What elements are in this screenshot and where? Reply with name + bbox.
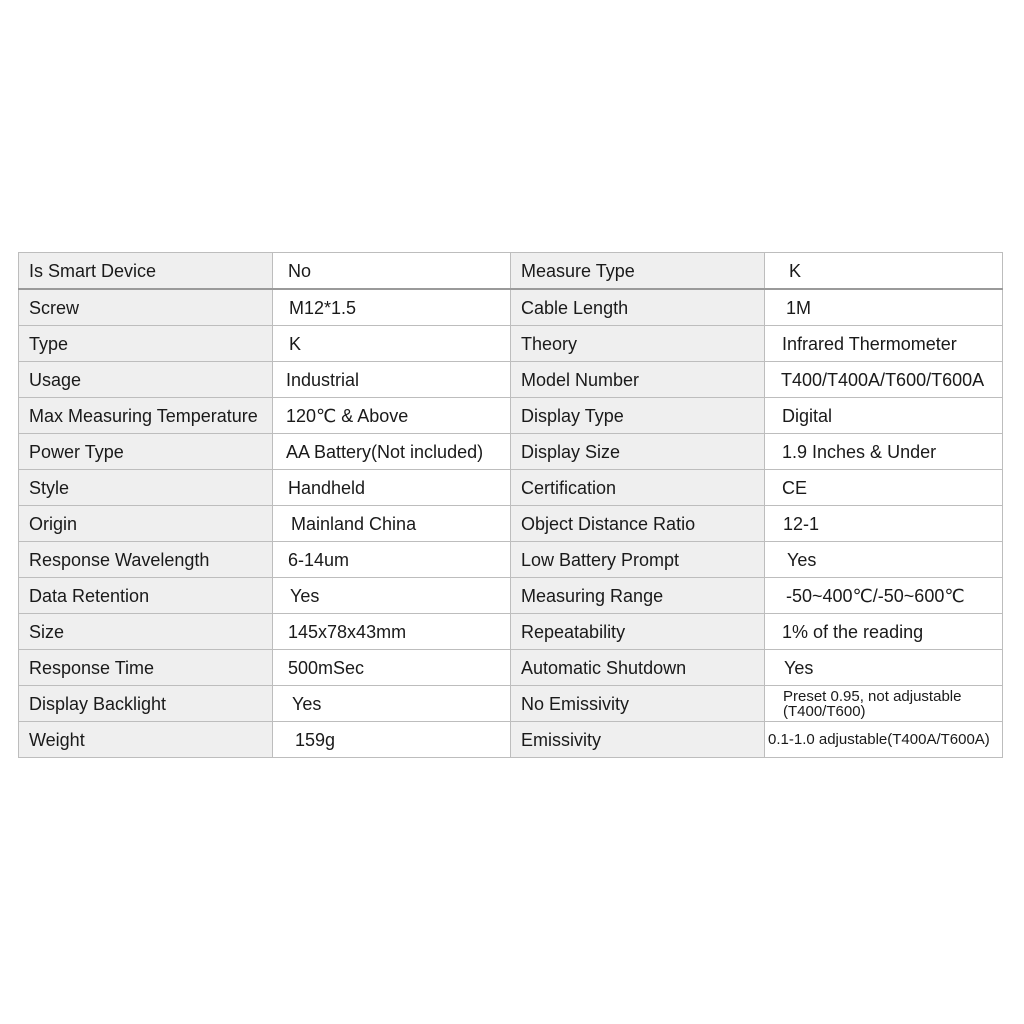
spec-value: 159g: [273, 722, 511, 758]
spec-key: Style: [19, 470, 273, 506]
spec-row: [19, 398, 1003, 434]
spec-row: [19, 326, 1003, 362]
spec-row: [19, 578, 1003, 614]
spec-table: [18, 252, 1003, 758]
spec-key: Certification: [511, 470, 765, 506]
spec-key: Object Distance Ratio: [511, 506, 765, 542]
spec-value: 120℃ & Above: [273, 398, 511, 434]
spec-key: Weight: [19, 722, 273, 758]
spec-key: Display Backlight: [19, 686, 273, 722]
spec-value: Infrared Thermometer: [765, 326, 1003, 362]
spec-value: M12*1.5: [273, 289, 511, 326]
spec-value: Digital: [765, 398, 1003, 434]
spec-value: -50~400℃/-50~600℃: [765, 578, 1003, 614]
spec-value: Yes: [273, 578, 511, 614]
spec-value: 6-14um: [273, 542, 511, 578]
spec-key: Measure Type: [511, 253, 765, 290]
spec-row: [19, 542, 1003, 578]
spec-key: Low Battery Prompt: [511, 542, 765, 578]
spec-key: Origin: [19, 506, 273, 542]
spec-row: [19, 722, 1003, 758]
spec-key: Automatic Shutdown: [511, 650, 765, 686]
spec-row: [19, 506, 1003, 542]
spec-value: 500mSec: [273, 650, 511, 686]
spec-value: 12-1: [765, 506, 1003, 542]
spec-value: 1% of the reading: [765, 614, 1003, 650]
spec-row: [19, 289, 1003, 326]
spec-key: Is Smart Device: [19, 253, 273, 290]
spec-key: Theory: [511, 326, 765, 362]
spec-key: No Emissivity: [511, 686, 765, 722]
spec-key: Display Size: [511, 434, 765, 470]
spec-key: Repeatability: [511, 614, 765, 650]
spec-value: K: [273, 326, 511, 362]
spec-value: CE: [765, 470, 1003, 506]
spec-key: Model Number: [511, 362, 765, 398]
spec-row: [19, 253, 1003, 290]
spec-value: AA Battery(Not included): [273, 434, 511, 470]
spec-value: Mainland China: [273, 506, 511, 542]
spec-value: 1.9 Inches & Under: [765, 434, 1003, 470]
spec-value: No: [273, 253, 511, 290]
spec-key: Power Type: [19, 434, 273, 470]
spec-row: [19, 650, 1003, 686]
spec-key: Display Type: [511, 398, 765, 434]
spec-key: Data Retention: [19, 578, 273, 614]
spec-key: Type: [19, 326, 273, 362]
spec-key: Size: [19, 614, 273, 650]
spec-value: 0.1-1.0 adjustable(T400A/T600A): [765, 722, 1003, 758]
spec-value: Yes: [765, 650, 1003, 686]
spec-key: Emissivity: [511, 722, 765, 758]
spec-key: Response Wavelength: [19, 542, 273, 578]
spec-value: Yes: [765, 542, 1003, 578]
spec-key: Screw: [19, 289, 273, 326]
spec-value: 1M: [765, 289, 1003, 326]
spec-value: Preset 0.95, not adjustable (T400/T600): [765, 686, 1003, 722]
spec-row: [19, 434, 1003, 470]
spec-value: T400/T400A/T600/T600A: [765, 362, 1003, 398]
spec-value: Yes: [273, 686, 511, 722]
spec-key: Measuring Range: [511, 578, 765, 614]
spec-key: Usage: [19, 362, 273, 398]
spec-table-body: [19, 253, 1003, 758]
spec-row: [19, 470, 1003, 506]
spec-row: [19, 614, 1003, 650]
spec-row: [19, 686, 1003, 722]
spec-value: Handheld: [273, 470, 511, 506]
spec-key: Response Time: [19, 650, 273, 686]
spec-key: Max Measuring Temperature: [19, 398, 273, 434]
spec-value: K: [765, 253, 1003, 290]
spec-value: Industrial: [273, 362, 511, 398]
spec-value: 145x78x43mm: [273, 614, 511, 650]
spec-key: Cable Length: [511, 289, 765, 326]
spec-row: [19, 362, 1003, 398]
